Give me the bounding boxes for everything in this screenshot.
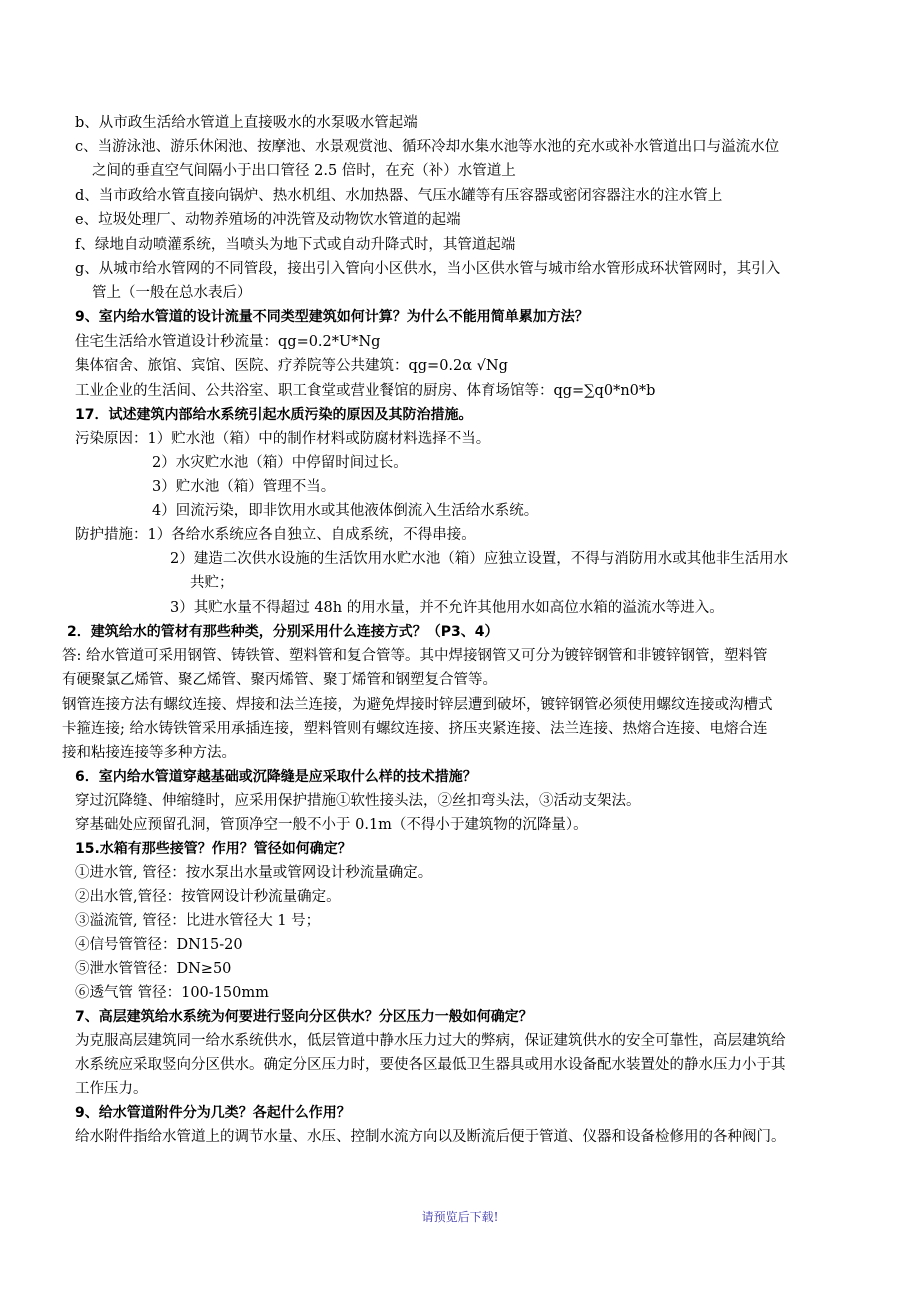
text-line: 答: 给水管道可采用钢管、铸铁管、塑料管和复合管等。其中焊接钢管又可分为镀锌钢管和非镀锌钢管，塑料管 (62, 648, 768, 664)
text-line: 防护措施：1）各给水系统应各自独立、自成系统，不得串接。 (75, 527, 476, 543)
text-line: ⑥透气管 管径：100-150mm (75, 985, 269, 1001)
question-heading: 6．室内给水管道穿越基础或沉降缝是应采取什么样的技术措施？ (75, 769, 477, 785)
text-line: 卡箍连接; 给水铸铁管采用承插连接，塑料管则有螺纹连接、挤压夹紧连接、法兰连接、热熔合连接、电熔合连 (62, 721, 768, 737)
text-line: 穿基础处应预留孔洞，管顶净空一般不小于 0.1m（不得小于建筑物的沉降量）。 (75, 817, 588, 833)
text-line: 3）贮水池（箱）管理不当。 (152, 479, 336, 495)
question-heading: 9、给水管道附件分为几类？各起什么作用？ (75, 1105, 351, 1121)
text-line: d、当市政给水管直接向锅炉、热水机组、水加热器、气压水罐等有压容器或密闭容器注水的注水管上 (75, 188, 723, 204)
text-line: 接和粘接连接等多种方法。 (62, 745, 236, 761)
text-line: 4）回流污染，即非饮用水或其他液体倒流入生活给水系统。 (152, 503, 539, 519)
text-line: c、当游泳池、游乐休闲池、按摩池、水景观赏池、循环冷却水集水池等水池的充水或补水管道出口与溢流水位 (75, 139, 780, 155)
question-heading: 15.水箱有那些接管？作用？管径如何确定？ (75, 841, 352, 857)
text-line: ①进水管, 管径：按水泵出水量或管网设计秒流量确定。 (75, 865, 433, 881)
text-line: 2）建造二次供水设施的生活饮用水贮水池（箱）应独立设置，不得与消防用水或其他非生活用水 (170, 551, 789, 567)
text-line: 钢管连接方法有螺纹连接、焊接和法兰连接，为避免焊接时锌层遭到破坏，镀锌钢管必须使用螺纹连接或沟槽式 (62, 697, 773, 713)
text-line: 穿过沉降缝、伸缩缝时，应采用保护措施①软性接头法，②丝扣弯头法，③活动支架法。 (75, 793, 641, 809)
text-line: 之间的垂直空气间隔小于出口管径 2.5 倍时，在充（补）水管道上 (92, 163, 516, 179)
text-line: ②出水管,管径：按管网设计秒流量确定。 (75, 889, 341, 905)
question-heading: 7、高层建筑给水系统为何要进行竖向分区供水？分区压力一般如何确定？ (75, 1009, 533, 1025)
text-line: 管上（一般在总水表后） (92, 285, 252, 301)
text-line: e、垃圾处理厂、动物养殖场的冲洗管及动物饮水管道的起端 (75, 212, 461, 228)
text-line: 集体宿舍、旅馆、宾馆、医院、疗养院等公共建筑：qg=0.2α √Ng (75, 358, 508, 374)
text-line: 为克服高层建筑同一给水系统供水，低层管道中静水压力过大的弊病，保证建筑供水的安全可靠性，高层建筑给 (75, 1033, 786, 1049)
text-line: 2）水灾贮水池（箱）中停留时间过长。 (152, 455, 408, 471)
text-line: ⑤泄水管管径：DN≥50 (75, 961, 232, 977)
text-line: 水系统应采取竖向分区供水。确定分区压力时，要使各区最低卫生器具或用水设备配水装置处的静水压力小于其 (75, 1057, 786, 1073)
question-heading: 9、室内给水管道的设计流量不同类型建筑如何计算？为什么不能用简单累加方法？ (75, 309, 589, 325)
text-line: 住宅生活给水管道设计秒流量：qg=0.2*U*Ng (75, 334, 381, 350)
text-line: ③溢流管, 管径：比进水管径大 1 号； (75, 913, 321, 929)
text-line: 污染原因：1）贮水池（箱）中的制作材料或防腐材料选择不当。 (75, 431, 491, 447)
text-line: 共贮； (190, 575, 234, 591)
text-line: 3）其贮水量不得超过 48h 的用水量，并不允许其他用水如高位水箱的溢流水等进入。 (170, 600, 724, 616)
text-line: ④信号管管径：DN15-20 (75, 937, 243, 953)
text-line: f、绿地自动喷灌系统，当喷头为地下式或自动升降式时，其管道起端 (75, 237, 516, 253)
question-heading: 2．建筑给水的管材有那些种类，分别采用什么连接方式？（P3、4） (67, 624, 499, 640)
question-heading: 17．试述建筑内部给水系统引起水质污染的原因及其防治措施。 (75, 407, 473, 423)
text-line: 工作压力。 (75, 1081, 148, 1097)
text-line: 工业企业的生活间、公共浴室、职工食堂或营业餐馆的厨房、体育场馆等：qg=∑q0*n0*b (75, 383, 656, 399)
text-line: g、从城市给水管网的不同管段，接出引入管向小区供水，当小区供水管与城市给水管形成环状管网时，其引入 (75, 261, 781, 277)
text-line: 给水附件指给水管道上的调节水量、水压、控制水流方向以及断流后便于管道、仪器和设备检修用的各种阀门。 (75, 1129, 786, 1145)
footer-note: 请预览后下载! (421, 1210, 499, 1224)
text-line: b、从市政生活给水管道上直接吸水的水泵吸水管起端 (75, 115, 418, 131)
text-line: 有硬聚氯乙烯管、聚乙烯管、聚丙烯管、聚丁烯管和钢塑复合管等。 (62, 672, 497, 688)
